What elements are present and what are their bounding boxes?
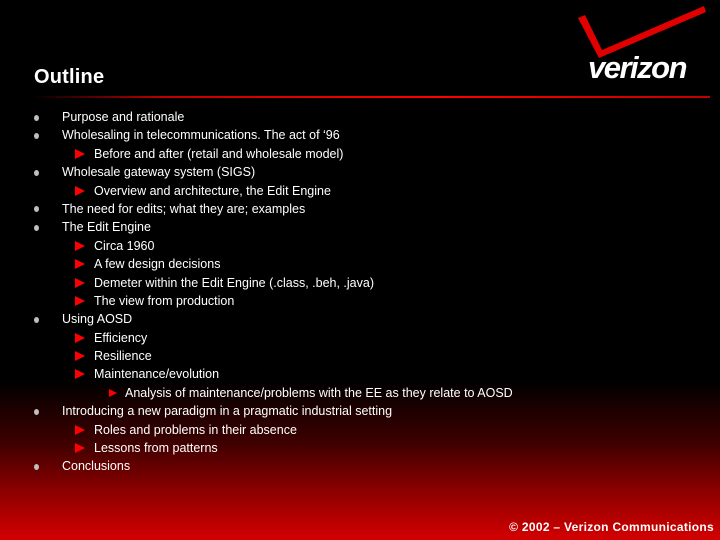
outline-item-text: Conclusions (62, 459, 131, 474)
outline-item (0, 145, 720, 163)
outline-item-text: The view from production (94, 293, 235, 308)
dot-bullet-icon (34, 170, 39, 176)
outline-item (0, 292, 720, 310)
outline-item (0, 237, 720, 255)
red-triangle-icon (75, 333, 85, 343)
outline-item-text: Maintenance/evolution (94, 367, 220, 382)
red-triangle-icon (75, 149, 85, 159)
dot-bullet-icon (34, 225, 39, 231)
outline-item-text: Before and after (retail and wholesale model) (94, 146, 344, 161)
outline-item (0, 200, 720, 218)
outline-item (0, 274, 720, 292)
red-triangle-icon (75, 241, 85, 251)
red-triangle-icon (75, 278, 85, 288)
outline-item-text: Using AOSD (62, 312, 133, 327)
outline-item-text: Circa 1960 (94, 238, 155, 253)
outline-item (0, 182, 720, 200)
outline-item-text: Resilience (94, 349, 152, 364)
outline-item (0, 218, 720, 236)
outline-item (0, 108, 720, 126)
outline-item (0, 126, 720, 144)
red-triangle-icon (75, 425, 85, 435)
dot-bullet-icon (34, 133, 39, 139)
dot-bullet-icon (34, 464, 39, 470)
outline-item (0, 439, 720, 457)
outline-item (0, 457, 720, 475)
outline-item-text: The need for edits; what they are; examples (62, 201, 306, 216)
red-triangle-icon (75, 296, 85, 306)
outline-item-text: A few design decisions (94, 257, 221, 272)
outline-item (0, 255, 720, 273)
red-triangle-icon (75, 186, 85, 196)
outline-item-text: Demeter within the Edit Engine (.class, .beh, .java) (94, 275, 374, 290)
title-divider (30, 96, 710, 98)
outline-item-text: Purpose and rationale (62, 110, 185, 124)
small-red-triangle-icon (109, 389, 117, 397)
outline-item (0, 402, 720, 420)
outline-item-text: Efficiency (94, 330, 148, 345)
outline-item-text: Lessons from patterns (94, 441, 218, 456)
outline-item-text: Introducing a new paradigm in a pragmatic industrial setting (62, 404, 393, 419)
dot-bullet-icon (34, 115, 39, 121)
outline-item-text: The Edit Engine (62, 220, 151, 235)
outline-item (0, 310, 720, 328)
red-triangle-icon (75, 443, 85, 453)
outline-item-text: Analysis of maintenance/problems with the EE as they relate to AOSD (125, 385, 513, 400)
dot-bullet-icon (34, 409, 39, 415)
outline-item-text: Wholesaling in telecommunications. The act of ‘96 (62, 128, 340, 143)
copyright-footer: © 2002 – Verizon Communications (509, 520, 714, 534)
outline-item (0, 329, 720, 347)
outline-item (0, 384, 720, 402)
verizon-logo (576, 6, 716, 90)
outline-item-text: Wholesale gateway system (SIGS) (62, 165, 256, 180)
red-triangle-icon (75, 351, 85, 361)
red-triangle-icon (75, 259, 85, 269)
dot-bullet-icon (34, 317, 39, 323)
outline-item (0, 421, 720, 439)
dot-bullet-icon (34, 206, 39, 212)
outline-item-text: Roles and problems in their absence (94, 422, 297, 437)
outline-item (0, 365, 720, 383)
outline-item (0, 347, 720, 365)
slide-title: Outline (34, 66, 105, 88)
logo-wordmark: verizon (588, 50, 687, 85)
red-triangle-icon (75, 369, 85, 379)
outline-list (0, 108, 720, 476)
outline-item (0, 163, 720, 181)
outline-item-text: Overview and architecture, the Edit Engine (94, 183, 331, 198)
